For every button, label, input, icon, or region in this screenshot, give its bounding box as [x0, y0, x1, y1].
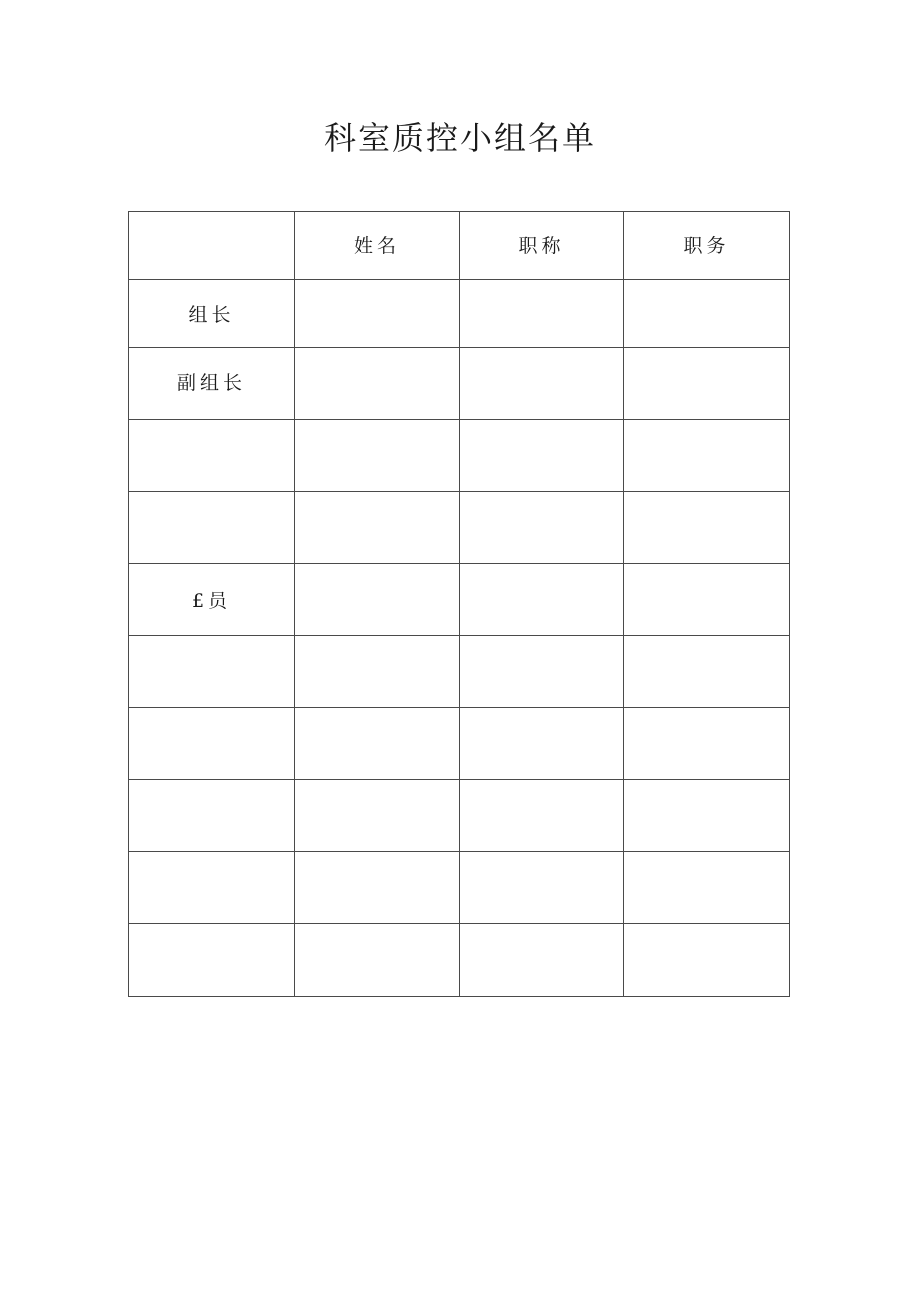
title-cell	[460, 420, 624, 492]
name-cell	[295, 780, 460, 852]
name-cell	[295, 564, 460, 636]
table-row	[129, 492, 790, 564]
position-cell	[624, 636, 790, 708]
header-cell-name	[295, 212, 460, 280]
position-cell	[624, 564, 790, 636]
header-cell-title	[460, 212, 624, 280]
title-cell	[460, 852, 624, 924]
role-cell	[129, 280, 295, 348]
page-title: 科室质控小组名单	[323, 119, 596, 157]
name-cell	[295, 636, 460, 708]
position-cell	[624, 348, 790, 420]
name-cell	[295, 420, 460, 492]
role-label: 副组长	[176, 372, 246, 394]
role-cell	[129, 780, 295, 852]
name-cell	[295, 280, 460, 348]
title-cell	[460, 280, 624, 348]
table-row	[129, 780, 790, 852]
role-label: £员	[191, 590, 232, 612]
header-title-label: 职称	[518, 235, 565, 257]
title-cell	[460, 492, 624, 564]
table-row	[129, 924, 790, 997]
table-header-row	[129, 212, 790, 280]
roster-table	[128, 211, 790, 997]
table-row	[129, 708, 790, 780]
position-cell	[624, 280, 790, 348]
table-row	[129, 636, 790, 708]
table-row	[129, 348, 790, 420]
title-cell	[460, 780, 624, 852]
title-cell	[460, 348, 624, 420]
role-cell	[129, 492, 295, 564]
position-cell	[624, 924, 790, 997]
header-cell-position	[624, 212, 790, 280]
role-cell	[129, 852, 295, 924]
title-cell	[460, 708, 624, 780]
name-cell	[295, 492, 460, 564]
name-cell	[295, 348, 460, 420]
table-row	[129, 852, 790, 924]
position-cell	[624, 780, 790, 852]
name-cell	[295, 852, 460, 924]
title-cell	[460, 636, 624, 708]
title-cell	[460, 564, 624, 636]
position-cell	[624, 708, 790, 780]
header-position-label: 职务	[683, 235, 730, 257]
header-name-label: 姓名	[353, 235, 400, 257]
role-cell	[129, 924, 295, 997]
table-row	[129, 280, 790, 348]
position-cell	[624, 420, 790, 492]
position-cell	[624, 852, 790, 924]
role-cell	[129, 708, 295, 780]
role-cell	[129, 420, 295, 492]
role-cell	[129, 564, 295, 636]
role-cell	[129, 636, 295, 708]
name-cell	[295, 924, 460, 997]
position-cell	[624, 492, 790, 564]
role-cell	[129, 348, 295, 420]
table-row	[129, 420, 790, 492]
header-cell-role	[129, 212, 295, 280]
role-label: 组长	[188, 304, 235, 326]
name-cell	[295, 708, 460, 780]
title-cell	[460, 924, 624, 997]
table-row	[129, 564, 790, 636]
